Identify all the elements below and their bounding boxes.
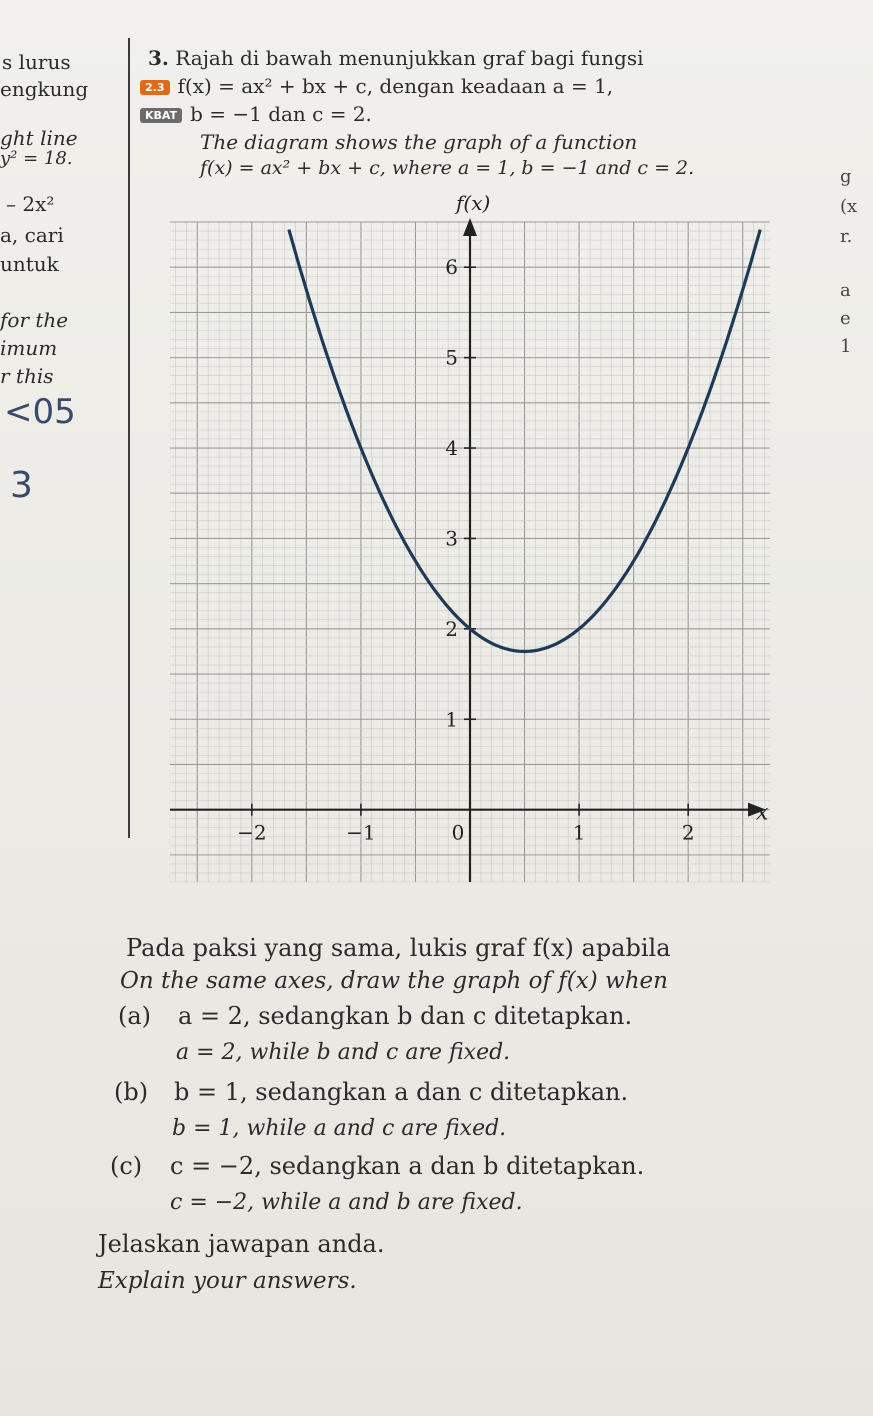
- right-edge-text: a: [840, 280, 851, 301]
- kbat-badge: KBAT: [140, 108, 182, 123]
- question-line: [140, 102, 372, 126]
- instruction-en: On the same axes, draw the graph of f(x) when: [120, 968, 668, 994]
- y-tick-label: 6: [445, 255, 458, 280]
- question-text-en: The diagram shows the graph of a function: [200, 130, 638, 154]
- left-text: – 2x²: [6, 192, 55, 216]
- topic-badge: 2.3: [140, 80, 170, 95]
- left-text: imum: [0, 336, 58, 360]
- quadratic-graph: [160, 192, 780, 892]
- question-text-ms: b = −1 dan c = 2.: [190, 102, 372, 126]
- left-text: untuk: [0, 252, 59, 276]
- x-tick-label: 2: [681, 820, 695, 845]
- explain-ms: Jelaskan jawapan anda.: [98, 1230, 385, 1258]
- question-text-ms: f(x) = ax² + bx + c, dengan keadaan a = 1,: [177, 74, 614, 98]
- x-tick-label: −2: [237, 820, 267, 845]
- left-text: a, cari: [0, 223, 64, 247]
- instruction-ms: Pada paksi yang sama, lukis graf f(x) apabila: [126, 934, 671, 962]
- part-c-en: c = −2, while a and b are fixed.: [170, 1190, 523, 1215]
- part-c-label: (c): [110, 1152, 143, 1180]
- right-edge-text: e: [840, 308, 851, 329]
- explain-en: Explain your answers.: [98, 1268, 357, 1294]
- question-line: [140, 74, 613, 98]
- left-text: y² = 18.: [0, 148, 73, 169]
- tick-labels: [237, 255, 694, 844]
- handwritten-note: 3: [10, 465, 33, 506]
- y-tick-label: 4: [445, 436, 458, 461]
- left-text: r this: [0, 364, 54, 388]
- question-text-en: f(x) = ax² + bx + c, where a = 1, b = −1 and c = 2.: [200, 157, 695, 179]
- y-tick-label: 5: [445, 345, 458, 370]
- left-text: ght line: [0, 126, 78, 150]
- column-divider: [128, 38, 130, 838]
- y-tick-label: 1: [445, 707, 458, 732]
- x-tick-label: 1: [572, 820, 586, 845]
- question-text-ms: Rajah di bawah menunjukkan graf bagi fungsi: [175, 46, 644, 70]
- x-axis-label: x: [756, 800, 769, 826]
- y-axis-arrow: [463, 218, 477, 236]
- y-tick-label: 3: [445, 526, 458, 551]
- x-tick-label: 0: [451, 820, 465, 845]
- part-a-label: (a): [118, 1002, 152, 1030]
- x-tick-label: −1: [346, 820, 376, 845]
- right-edge-text: (x: [840, 196, 858, 217]
- part-a-ms: a = 2, sedangkan b dan c ditetapkan.: [178, 1002, 633, 1030]
- part-c-ms: c = −2, sedangkan a dan b ditetapkan.: [170, 1152, 645, 1180]
- left-text: for the: [0, 308, 69, 332]
- y-tick-label: 2: [445, 616, 458, 641]
- left-text: s lurus: [2, 50, 71, 74]
- part-a-en: a = 2, while b and c are fixed.: [176, 1040, 511, 1065]
- part-b-label: (b): [114, 1078, 149, 1106]
- left-text: engkung: [0, 77, 89, 101]
- part-b-en: b = 1, while a and c are fixed.: [172, 1116, 507, 1141]
- right-edge-text: g: [840, 166, 852, 187]
- y-axis-label: f(x): [456, 192, 491, 215]
- right-edge-text: r.: [840, 226, 853, 247]
- right-edge-text: 1: [840, 336, 852, 357]
- handwritten-note: <05: [4, 392, 76, 432]
- part-b-ms: b = 1, sedangkan a dan c ditetapkan.: [174, 1078, 629, 1106]
- question-number: 3.: [148, 46, 169, 70]
- question-line: [148, 46, 644, 70]
